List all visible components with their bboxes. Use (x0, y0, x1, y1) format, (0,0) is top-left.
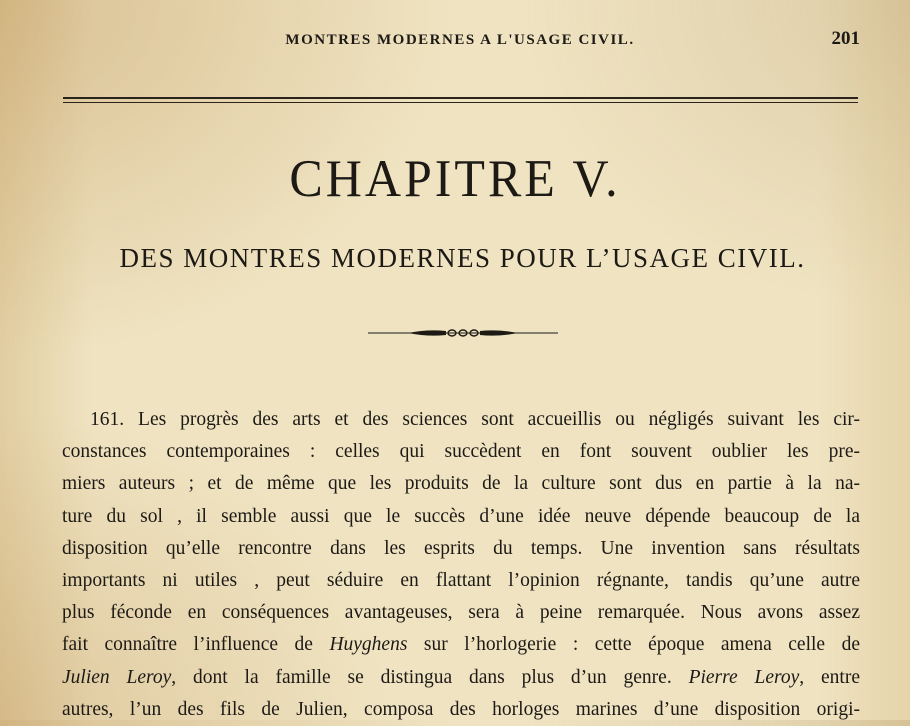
text-line (62, 694, 860, 726)
paragraph-161 (62, 404, 860, 726)
header-rule-thick (63, 97, 858, 99)
text-line (62, 597, 860, 629)
header-rule-thin (63, 102, 858, 103)
text-run: autres, l’un des fils de Julien, composa des horloges marines d’une disposition origi- (62, 698, 860, 720)
chapter-subtitle: DES MONTRES MODERNES POUR L’USAGE CIVIL. (119, 243, 806, 273)
italic-name: Huyghens (329, 634, 408, 656)
text-line (62, 662, 860, 694)
text-line (62, 436, 860, 468)
running-head: MONTRES MODERNES A L'USAGE CIVIL. (285, 32, 635, 48)
text-run: plus féconde en conséquences avantageuses, sera à peine remarquée. Nous avons assez (62, 602, 860, 624)
text-line (62, 501, 860, 533)
text-run: fait connaître l’influence de (62, 634, 330, 656)
text-run: sur l’horlogerie : cette époque amena celle de (407, 634, 860, 656)
text-line (62, 533, 860, 565)
text-run: 161. Les progrès des arts et des sciences sont accueillis ou négligés suivant les cir- (90, 409, 860, 430)
text-run: constances contemporaines : celles qui succèdent en font souvent oublier les pre- (62, 441, 860, 463)
text-line (62, 468, 860, 500)
italic-name: Pierre Leroy (688, 666, 800, 688)
italic-name: Julien Leroy (62, 666, 172, 688)
chapter-title: CHAPITRE V. (289, 148, 621, 208)
text-run: ture du sol , il semble aussi que le succès d’une idée neuve dépende beaucoup de la (62, 505, 860, 527)
text-run: importants ni utiles , peut séduire en flattant l’opinion régnante, tandis qu’une autre (62, 570, 860, 592)
page-number: 201 (831, 28, 860, 49)
text-run: , dont la famille se distingua dans plus d’un genre. (171, 666, 689, 688)
header-rule (63, 97, 858, 105)
text-run: , entre (799, 666, 860, 688)
text-run: miers auteurs ; et de même que les produits de la culture sont dus en partie à la na- (62, 473, 860, 495)
text-line (62, 404, 860, 436)
text-run: disposition qu’elle rencontre dans les esprits du temps. Une invention sans résultats (62, 537, 860, 559)
ornament-divider-icon (368, 327, 558, 339)
text-line (62, 629, 860, 661)
text-line (62, 565, 860, 597)
